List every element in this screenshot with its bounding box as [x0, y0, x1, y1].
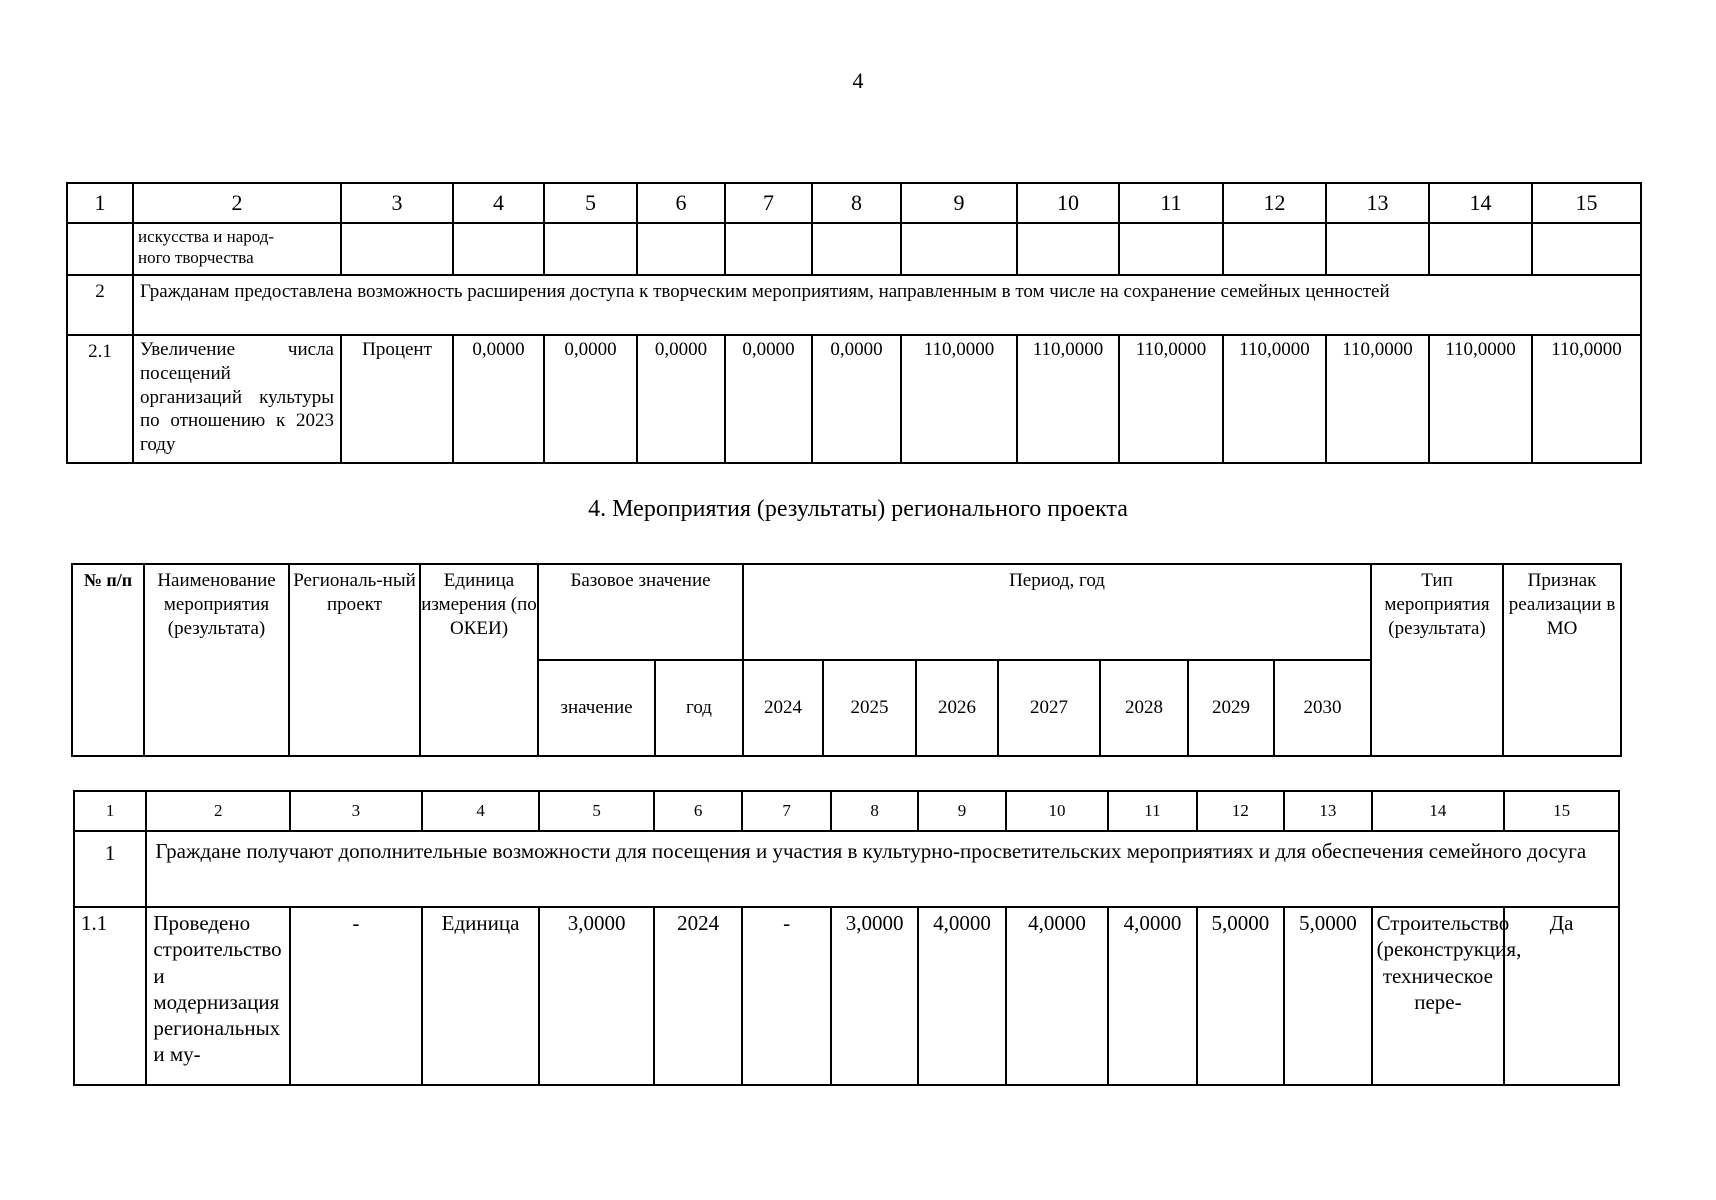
year-header: 2026 — [916, 660, 998, 756]
col-number: 3 — [341, 183, 453, 223]
continuation-text: искусства и народ- ного творчества — [133, 223, 341, 275]
col-number: 14 — [1429, 183, 1532, 223]
col-number: 9 — [918, 791, 1005, 831]
year-header: 2030 — [1274, 660, 1371, 756]
value-cell: 110,0000 — [1326, 335, 1429, 463]
goal-row — [74, 831, 1619, 907]
year-header: 2028 — [1100, 660, 1188, 756]
col-number: 5 — [539, 791, 654, 831]
year-header: 2025 — [823, 660, 916, 756]
table-row — [67, 335, 1641, 463]
header-row-top — [72, 564, 1621, 660]
col-number: 14 — [1372, 791, 1505, 831]
col-number: 6 — [654, 791, 742, 831]
value-cell: 0,0000 — [544, 335, 637, 463]
value-cell: 110,0000 — [1119, 335, 1223, 463]
col-mo-header: Признак реализации в МО — [1503, 564, 1621, 756]
col-number: 12 — [1197, 791, 1284, 831]
goal-row — [67, 275, 1641, 335]
value-cell: 4,0000 — [918, 907, 1005, 1085]
unit-cell: Единица — [422, 907, 540, 1085]
project-cell: - — [290, 907, 422, 1085]
col-number: 10 — [1017, 183, 1119, 223]
col-number: 7 — [742, 791, 830, 831]
year-header: 2027 — [998, 660, 1100, 756]
col-base-header: Базовое значение — [538, 564, 743, 660]
value-cell: 0,0000 — [637, 335, 725, 463]
col-number: 5 — [544, 183, 637, 223]
col-number: 2 — [146, 791, 290, 831]
goal-number: 2 — [67, 275, 133, 335]
col-number: 3 — [290, 791, 422, 831]
goal-number: 1 — [74, 831, 146, 907]
col-period-header: Период, год — [743, 564, 1371, 660]
value-cell: 3,0000 — [831, 907, 918, 1085]
value-cell: 110,0000 — [1017, 335, 1119, 463]
col-number: 10 — [1006, 791, 1109, 831]
goal-text: Гражданам предоставлена возможность расширения доступа к творческим мероприятиям, направленным в том числе на сохранение семейных ценностей — [133, 275, 1641, 335]
col-number: 4 — [422, 791, 540, 831]
value-cell: 0,0000 — [453, 335, 544, 463]
base-value-header: значение — [538, 660, 655, 756]
col-unit-header: Единица измерения (по ОКЕИ) — [420, 564, 538, 756]
col-number: 11 — [1119, 183, 1223, 223]
section-title: 4. Мероприятия (результаты) регионального проекта — [588, 496, 1128, 522]
value-cell: - — [742, 907, 830, 1085]
col-number: 13 — [1326, 183, 1429, 223]
goal-text: Граждане получают дополнительные возможности для посещения и участия в культурно-просветительских мероприятиях и для обеспечения семейного досуга — [146, 831, 1619, 907]
page-number: 4 — [852, 68, 864, 93]
col-number: 8 — [831, 791, 918, 831]
activity-type-cell: Строительство (реконструкция, техническое пере- — [1372, 907, 1505, 1085]
value-cell: 110,0000 — [1532, 335, 1641, 463]
unit-cell: Процент — [341, 335, 453, 463]
table-row — [74, 907, 1619, 1085]
col-number: 6 — [637, 183, 725, 223]
indicators-table — [66, 182, 1642, 464]
base-year-cell: 2024 — [654, 907, 742, 1085]
value-cell: 0,0000 — [725, 335, 812, 463]
value-cell: 0,0000 — [812, 335, 901, 463]
value-cell: 5,0000 — [1284, 907, 1371, 1085]
value-cell: 4,0000 — [1006, 907, 1109, 1085]
activities-table — [73, 790, 1620, 1086]
col-number: 7 — [725, 183, 812, 223]
col-number: 8 — [812, 183, 901, 223]
base-year-header: год — [655, 660, 743, 756]
table-header-row — [74, 791, 1619, 831]
mo-flag-cell: Да — [1504, 907, 1619, 1085]
col-number-header: № п/п — [72, 564, 144, 756]
value-cell: 110,0000 — [901, 335, 1017, 463]
col-number: 15 — [1504, 791, 1619, 831]
col-number: 9 — [901, 183, 1017, 223]
col-number: 13 — [1284, 791, 1371, 831]
value-cell: 110,0000 — [1429, 335, 1532, 463]
col-number: 15 — [1532, 183, 1641, 223]
base-value-cell: 3,0000 — [539, 907, 654, 1085]
activities-header-table — [71, 563, 1622, 757]
col-name-header: Наименование мероприятия (результата) — [144, 564, 289, 756]
year-header: 2024 — [743, 660, 823, 756]
col-number: 1 — [67, 183, 133, 223]
value-cell: 5,0000 — [1197, 907, 1284, 1085]
indicator-name: Увеличение числа посещений организаций культуры по отношению к 2023 году — [133, 335, 341, 463]
col-project-header: Региональ-ный проект — [289, 564, 420, 756]
col-number: 12 — [1223, 183, 1326, 223]
col-type-header: Тип мероприятия (результата) — [1371, 564, 1503, 756]
activity-name: Проведено строительство и модернизация региональных и му- — [146, 907, 290, 1085]
col-number: 4 — [453, 183, 544, 223]
col-number: 2 — [133, 183, 341, 223]
row-number: 2.1 — [67, 335, 133, 463]
col-number: 1 — [74, 791, 146, 831]
year-header: 2029 — [1188, 660, 1274, 756]
col-number: 11 — [1108, 791, 1196, 831]
value-cell: 110,0000 — [1223, 335, 1326, 463]
value-cell: 4,0000 — [1108, 907, 1196, 1085]
continuation-row — [67, 223, 1641, 275]
row-number: 1.1 — [74, 907, 146, 1085]
table-header-row — [67, 183, 1641, 223]
